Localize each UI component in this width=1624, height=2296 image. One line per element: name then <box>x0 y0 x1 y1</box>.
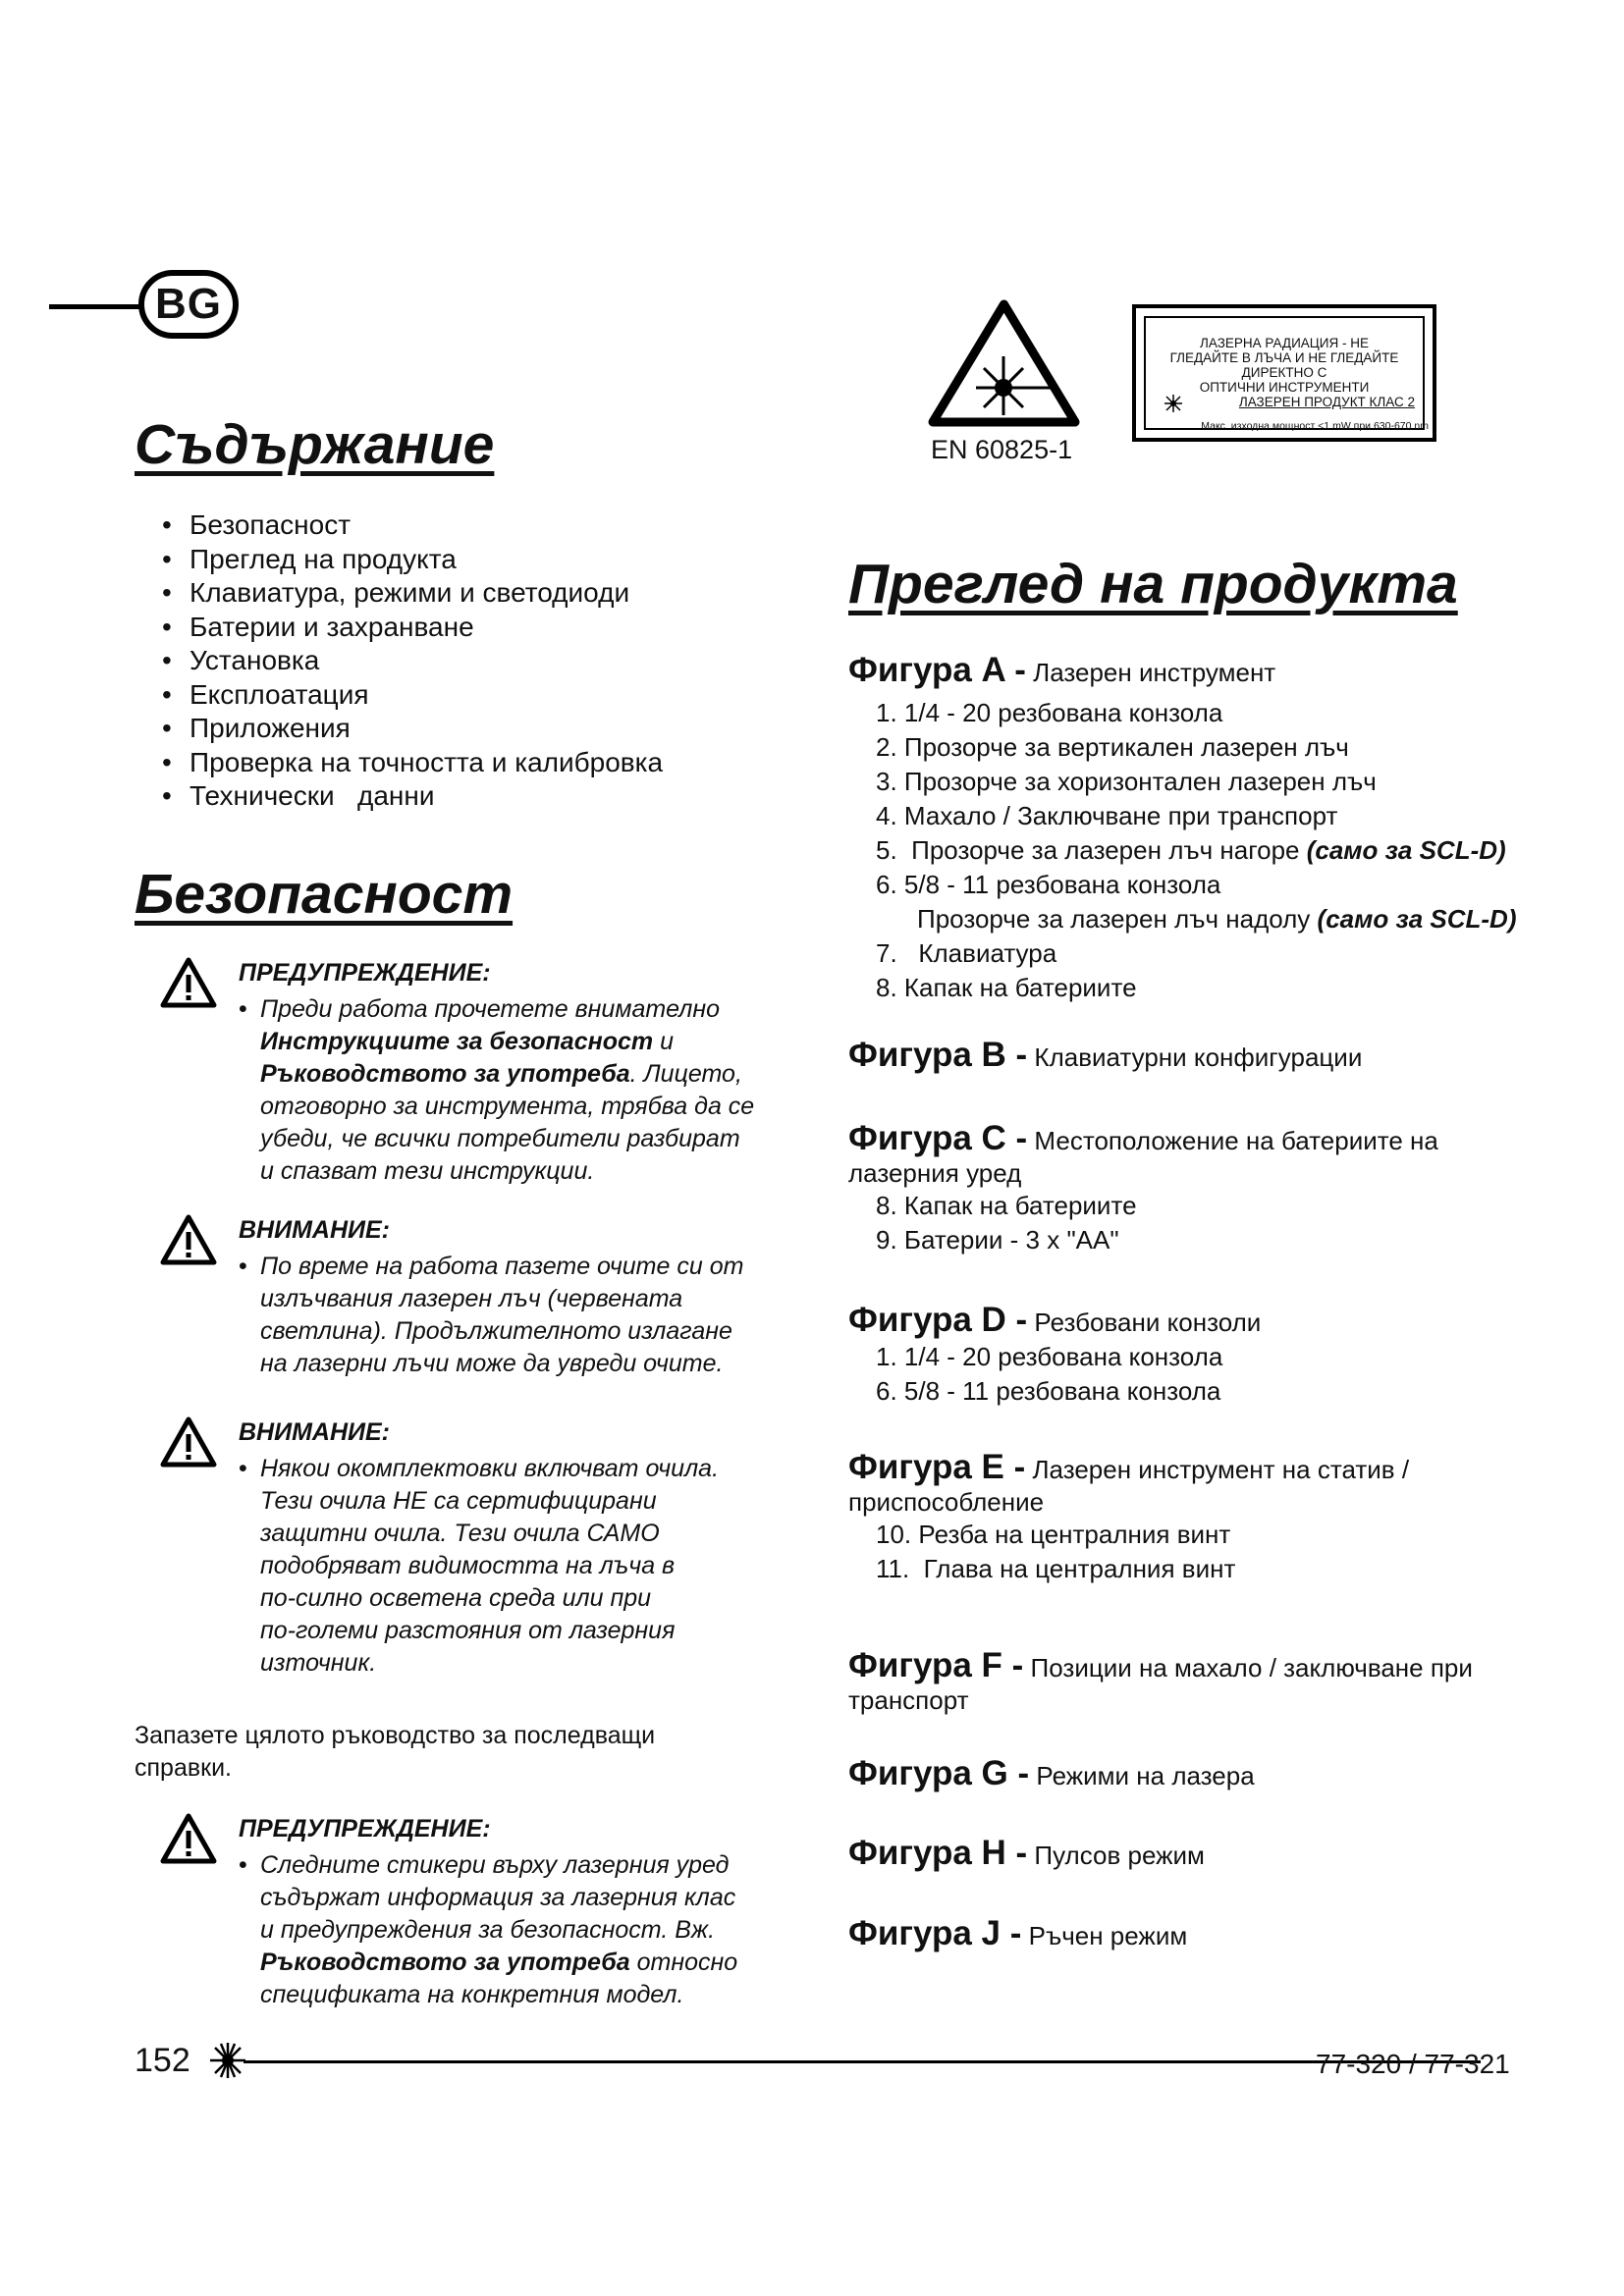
figure-e: Фигура E - Лазерен инструмент на статив / приспособление 10. Резба на централния винт 11. Глава на централния винт <box>848 1448 1410 1583</box>
laser-burst-icon <box>208 2041 247 2080</box>
warning-icon <box>160 1214 217 1265</box>
footer-rule <box>244 2060 1481 2063</box>
warning-icon <box>160 1813 217 1864</box>
caution-text: • По време на работа пазете очите си от излъчвания лазерен лъч (червената светлина). Продължителното излагане на лазерни лъчи може да увреди очите. <box>239 1251 808 1380</box>
warning-text: • Следните стикери върху лазерния уред съдържат информация за лазерния клас и предупреждения за безопасност. Вж. Ръководството за употреба относно спецификата на конкретния модел. <box>239 1849 808 2011</box>
figure-j: Фигура J - Ръчен режим <box>848 1914 1188 1952</box>
contents-title: Съдържание <box>135 413 495 476</box>
contents-list <box>162 508 663 814</box>
figure-g: Фигура G - Режими на лазера <box>848 1754 1255 1792</box>
contents-item: • Установка <box>162 644 663 678</box>
caution-text: • Някои окомплектовки включват очила. Тези очила НЕ са сертифицирани защитни очила. Тези очила САМО подобряват видимостта на лъча в по-силно осветена среда или при по-големи разстояния от лазерния източник. <box>239 1453 808 1680</box>
contents-item: • Клавиатура, режими и светодиоди <box>162 576 663 611</box>
contents-item: • Приложения <box>162 712 663 746</box>
figure-h: Фигура H - Пулсов режим <box>848 1834 1205 1872</box>
contents-item: • Преглед на продукта <box>162 543 663 577</box>
figure-a: Фигура A - Лазерен инструмент 1. 1/4 - 20 резбована конзола 2. Прозорче за вертикален лазерен лъч 3. Прозорче за хоризонтален лазерен лъч 4. Махало / Заключване при транспорт 5. Прозорче за лазерен лъч нагоре (само за SCL-D) 6. 5/8 - 11 резбована конзола Прозорче за лазерен лъч надолу (само за SCL-D) 7. Клавиатура 8. Капак на батериите <box>848 651 1517 1002</box>
standard-code: EN 60825-1 <box>931 435 1073 464</box>
warning-icon <box>160 1416 217 1468</box>
language-badge: BG <box>138 270 239 339</box>
contents-item: • Батерии и захранване <box>162 611 663 645</box>
caution-title: ВНИМАНИЕ: <box>239 1216 391 1244</box>
laser-warning-label: ЛАЗЕРНА РАДИАЦИЯ - НЕ ГЛЕДАЙТЕ В ЛЪЧА И НЕ ГЛЕДАЙТЕ ДИРЕКТНО С ОПТИЧНИ ИНСТРУМЕНТИ ЛАЗЕРЕН ПРОДУКТ КЛАС 2 Макс. изходна мощност <1 mW при 630-670 nm <box>1132 304 1436 442</box>
warning-icon <box>160 957 217 1008</box>
laser-star-icon <box>1164 394 1183 413</box>
contents-item: • Безопасност <box>162 508 663 543</box>
keep-manual-note: Запазете цялото ръководство за последващи справки. <box>135 1722 656 1782</box>
warning-title: ПРЕДУПРЕЖДЕНИЕ: <box>239 1815 491 1842</box>
contents-item: • Експлоатация <box>162 678 663 713</box>
contents-item: • Проверка на точността и калибровка <box>162 746 663 780</box>
safety-title: Безопасност <box>135 863 514 926</box>
caution-title: ВНИМАНИЕ: <box>239 1418 391 1446</box>
figure-b: Фигура B - Клавиатурни конфигурации <box>848 1036 1363 1074</box>
warning-title: ПРЕДУПРЕЖДЕНИЕ: <box>239 959 491 987</box>
figure-f: Фигура F - Позиции на махало / заключване при транспорт <box>848 1646 1473 1715</box>
page-number: 152 <box>135 2042 190 2079</box>
warning-text: • Преди работа прочетете внимателно Инструкциите за безопасност и Ръководството за употреба. Лицето, отговорно за инструмента, трябва да се убеди, че всички потребители разбират и спазват тези инструкции. <box>239 993 808 1188</box>
contents-item: • Технически данни <box>162 779 663 814</box>
laser-hazard-icon <box>928 299 1080 427</box>
figure-d: Фигура D - Резбовани конзоли 1. 1/4 - 20 резбована конзола 6. 5/8 - 11 резбована конзола <box>848 1301 1262 1406</box>
language-badge-line <box>49 304 143 309</box>
overview-title: Преглед на продукта <box>848 553 1458 615</box>
figure-c: Фигура C - Местоположение на батериите на лазерния уред 8. Капак на батериите 9. Батерии - 3 x "AA" <box>848 1119 1438 1255</box>
model-number: 77-320 / 77-321 <box>1316 2049 1510 2079</box>
